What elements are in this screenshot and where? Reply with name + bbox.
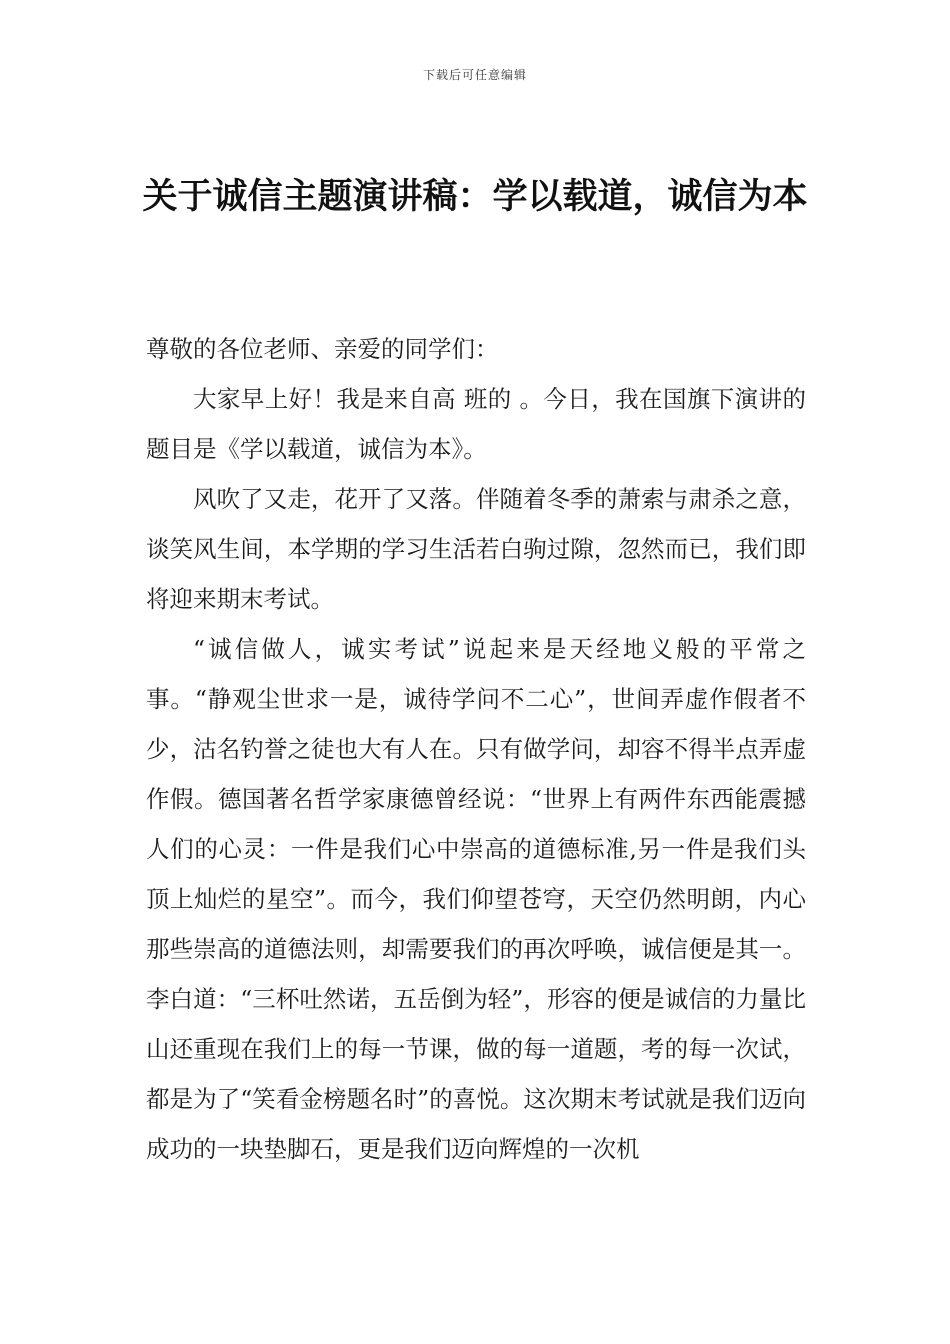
paragraph-3: “诚信做人，诚实考试”说起来是天经地义般的平常之事。“静观尘世求一是，诚待学问不二心”，世间弄虚作假者不少，沽名钓誉之徒也大有人在。只有做学问，却容不得半点弄虚作假。德国著名哲学家康德曾经说：“世界上有两件东西能震撼人们的心灵：一件是我们心中崇高的道德标准,另一件是我们头顶上灿烂的星空”。而今，我们仰望苍穹，天空仍然明朗，内心那些崇高的道德法则，却需要我们的再次呼唤，诚信便是其一。李白道：“三杯吐然诺，五岳倒为轻”，形容的便是诚信的力量比山还重现在我们上的每一节课，做的每一道题，考的每一次试，都是为了“笑看金榜题名时”的喜悦。这次期末考试就是我们迈向成功的一块垫脚石，更是我们迈向辉煌的一次机 xyxy=(146,635,806,1163)
header-note: 下载后可任意编辑 xyxy=(422,68,527,82)
paragraph-2: 风吹了又走，花开了又落。伴随着冬季的萧索与肃杀之意，谈笑风生间，本学期的学习生活若白驹过隙，忽然而已，我们即将迎来期末考试。 xyxy=(146,485,806,613)
salutation: 尊敬的各位老师、亲爱的同学们： xyxy=(146,335,499,363)
paragraph-1: 大家早上好！我是来自高 班的 。今日，我在国旗下演讲的题目是《学以载道，诚信为本》。 xyxy=(146,385,806,463)
document-title: 关于诚信主题演讲稿：学以载道，诚信为本 xyxy=(142,177,808,217)
document-body xyxy=(146,324,806,1174)
